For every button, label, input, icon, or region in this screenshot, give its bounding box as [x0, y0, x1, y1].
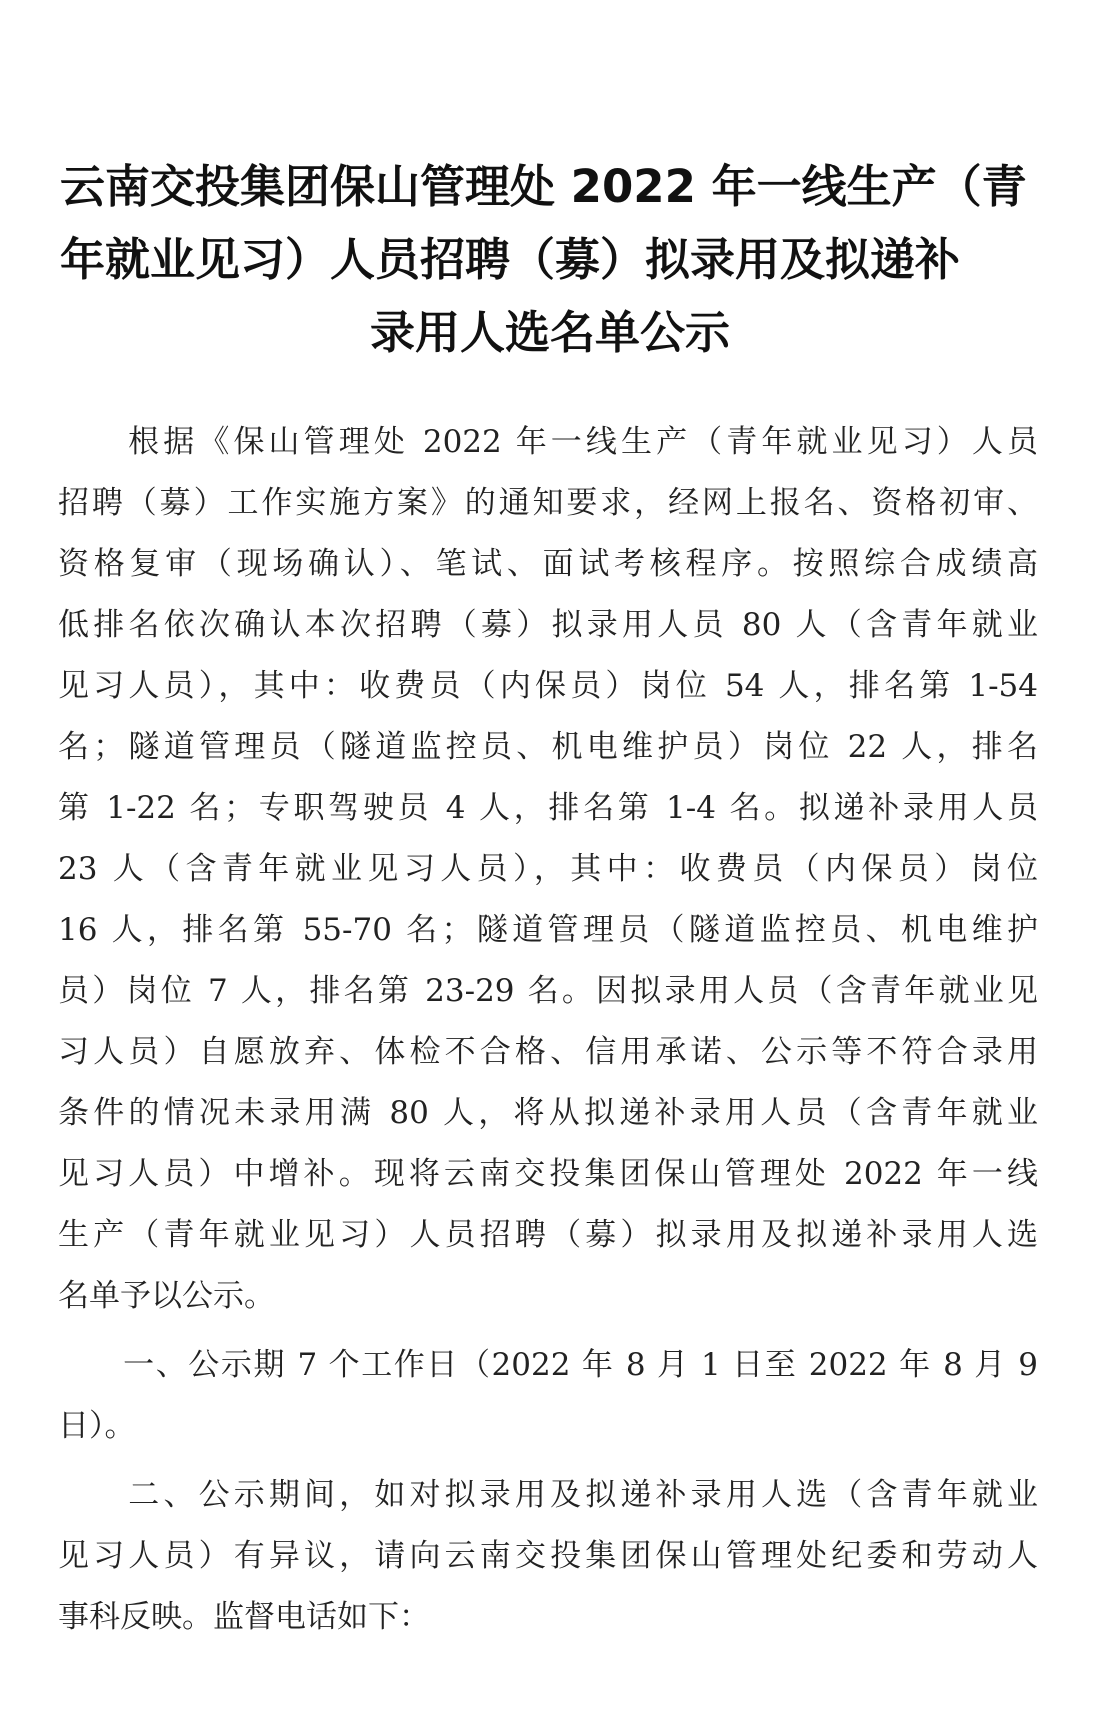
paragraph-gap: [58, 1457, 1038, 1465]
text-line: 低排名依次确认本次招聘（募）拟录用人员 80 人（含青年就业: [58, 607, 1038, 643]
text-line: 员）岗位 7 人，排名第 23-29 名。因拟录用人员（含青年就业见: [58, 973, 1038, 1009]
text-line: 见习人员），其中：收费员（内保员）岗位 54 人，排名第 1-54: [58, 668, 1038, 704]
title-line: 年就业见习）人员招聘（募）拟录用及拟递补: [60, 233, 961, 286]
text-line: 事科反映。监督电话如下：: [58, 1599, 430, 1635]
paragraph-notice-period: [58, 1335, 1038, 1457]
text-line: 日）。: [58, 1408, 136, 1444]
text-line: 根据《保山管理处 2022 年一线生产（青年就业见习）人员: [58, 424, 1038, 460]
text-line: 见习人员）中增补。现将云南交投集团保山管理处 2022 年一线: [58, 1156, 1038, 1192]
title-line: 录用人选名单公示: [369, 306, 730, 359]
text-line: 第 1-22 名；专职驾驶员 4 人，排名第 1-4 名。拟递补录用人员: [58, 790, 1038, 826]
text-line: 资格复审（现场确认）、笔试、面试考核程序。按照综合成绩高: [58, 546, 1038, 582]
text-line: 一、公示期 7 个工作日（2022 年 8 月 1 日至 2022 年 8 月 9: [58, 1347, 1038, 1383]
title-line: 云南交投集团保山管理处 2022 年一线生产（青: [60, 160, 1027, 213]
text-line: 二、公示期间，如对拟录用及拟递补录用人选（含青年就业: [58, 1477, 1038, 1513]
paragraph-gap: [58, 1327, 1038, 1335]
text-line: 名单予以公示。: [58, 1278, 275, 1314]
text-line: 23 人（含青年就业见习人员），其中：收费员（内保员）岗位: [58, 851, 1038, 887]
text-line: 见习人员）有异议，请向云南交投集团保山管理处纪委和劳动人: [58, 1538, 1038, 1574]
text-line: 16 人，排名第 55-70 名；隧道管理员（隧道监控员、机电维护: [58, 912, 1038, 948]
text-line: 生产（青年就业见习）人员招聘（募）拟录用及拟递补录用人选: [58, 1217, 1038, 1253]
document-body: [58, 412, 1038, 1648]
text-line: 条件的情况未录用满 80 人，将从拟递补录用人员（含青年就业: [58, 1095, 1038, 1131]
paragraph-basis: [58, 412, 1038, 1327]
paragraph-objection: [58, 1465, 1038, 1648]
document-title: [60, 150, 1040, 369]
text-line: 名；隧道管理员（隧道监控员、机电维护员）岗位 22 人，排名: [58, 729, 1038, 765]
text-line: 习人员）自愿放弃、体检不合格、信用承诺、公示等不符合录用: [58, 1034, 1038, 1070]
text-line: 招聘（募）工作实施方案》的通知要求，经网上报名、资格初审、: [58, 485, 1038, 521]
